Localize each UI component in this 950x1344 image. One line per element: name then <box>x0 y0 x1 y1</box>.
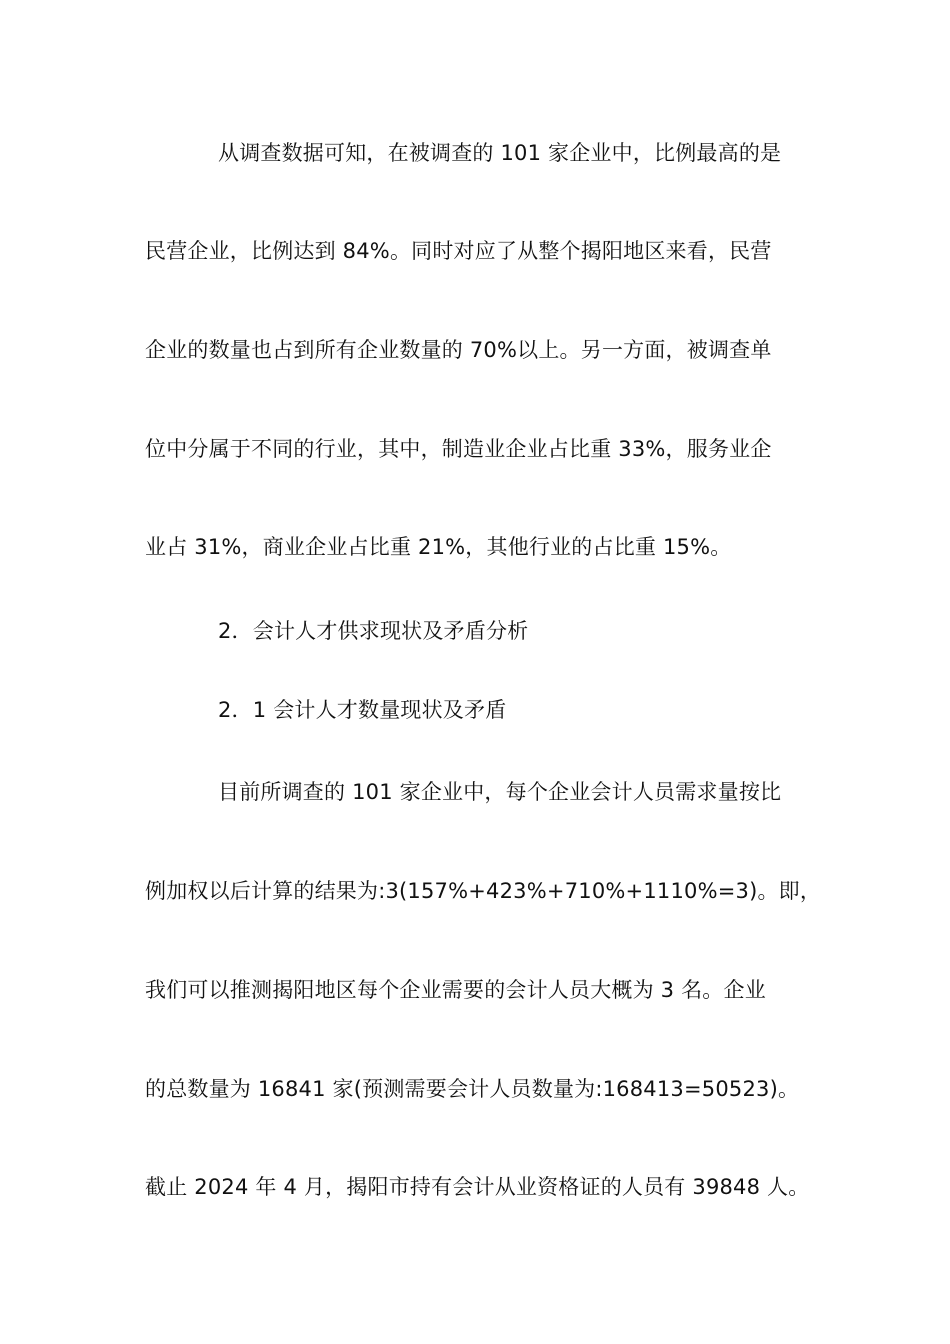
paragraph-1-line-4: 位中分属于不同的行业，其中，制造业企业占比重 33%，服务业企 <box>145 437 772 461</box>
paragraph-1-line-2: 民营企业，比例达到 84%。同时对应了从整个揭阳地区来看，民营 <box>145 239 772 263</box>
paragraph-1-line-1: 从调查数据可知，在被调查的 101 家企业中，比例最高的是 <box>218 141 782 165</box>
paragraph-1-line-5: 业占 31%，商业企业占比重 21%，其他行业的占比重 15%。 <box>145 535 732 559</box>
paragraph-1-line-3: 企业的数量也占到所有企业数量的 70%以上。另一方面，被调查单 <box>145 338 772 362</box>
paragraph-2-line-3: 我们可以推测揭阳地区每个企业需要的会计人员大概为 3 名。企业 <box>145 978 766 1002</box>
paragraph-2-line-4: 的总数量为 16841 家(预测需要会计人员数量为:168413=50523)。 <box>145 1077 800 1101</box>
section-heading-2: 2．会计人才供求现状及矛盾分析 <box>218 619 529 643</box>
paragraph-2-line-1: 目前所调查的 101 家企业中，每个企业会计人员需求量按比 <box>218 780 782 804</box>
paragraph-2-line-5: 截止 2024 年 4 月，揭阳市持有会计从业资格证的人员有 39848 人。 <box>145 1175 810 1199</box>
paragraph-2-line-2: 例加权以后计算的结果为:3(157%+423%+710%+1110%=3)。即， <box>145 879 822 903</box>
section-heading-2-1: 2．1 会计人才数量现状及矛盾 <box>218 698 507 722</box>
